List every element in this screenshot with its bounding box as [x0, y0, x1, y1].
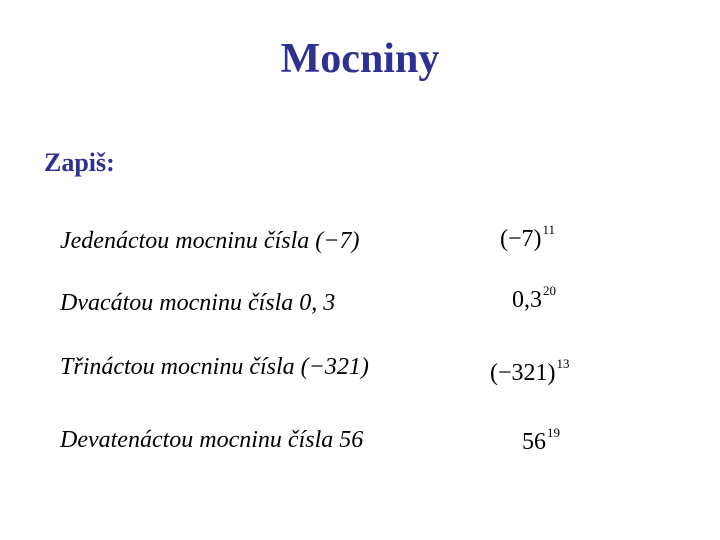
task-text-2: Dvacátou mocninu čísla 0, 3 — [60, 290, 336, 316]
answer-exponent-3: 13 — [556, 356, 570, 371]
page-title: Mocniny — [280, 36, 440, 82]
answer-exponent-4: 19 — [547, 425, 560, 440]
answer-base-4: 56 — [522, 429, 546, 455]
answer-power-4 — [522, 425, 560, 455]
answer-power-3 — [490, 356, 570, 386]
instruction-label: Zapiš: — [44, 148, 115, 177]
task-text-4: Devatenáctou mocninu čísla 56 — [60, 427, 364, 453]
task-text-3: Třináctou mocninu čísla (−321) — [60, 354, 369, 380]
task-text-1: Jedenáctou mocninu čísla (−7) — [60, 228, 360, 254]
answer-base-1: (−7) — [500, 226, 542, 252]
answer-power-1 — [500, 222, 556, 252]
answer-power-2 — [512, 283, 556, 313]
answer-base-3: (−321) — [490, 360, 556, 386]
answer-exponent-2: 20 — [543, 283, 556, 298]
answer-exponent-1: 11 — [542, 222, 556, 237]
answer-base-2: 0,3 — [512, 287, 542, 313]
